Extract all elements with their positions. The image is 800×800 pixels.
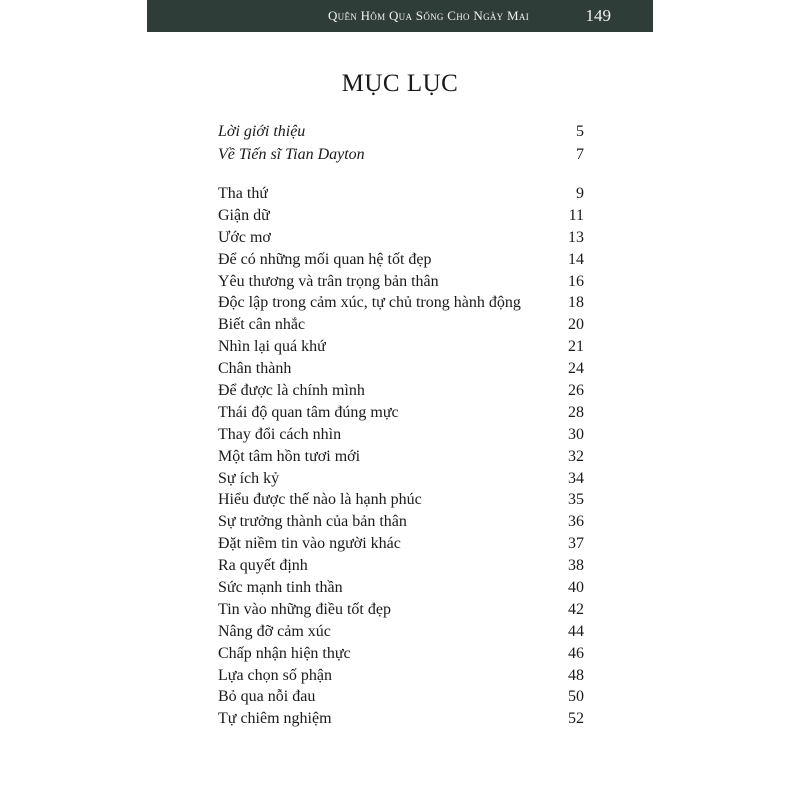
toc-entry-page-number: 5 xyxy=(576,123,584,140)
toc-entry-page-number: 35 xyxy=(568,491,584,509)
toc-entry xyxy=(218,120,584,143)
toc-entry-title: Đặt niềm tin vào người khác xyxy=(218,535,401,553)
toc-entry-page-number: 36 xyxy=(568,513,584,531)
toc-entry-title: Sự trưởng thành của bản thân xyxy=(218,513,407,531)
toc-entry-title: Để được là chính mình xyxy=(218,382,365,400)
toc-entry-page-number: 21 xyxy=(568,338,584,356)
toc-entry xyxy=(218,271,584,293)
toc-entry xyxy=(218,708,584,730)
toc-entry-page-number: 20 xyxy=(568,316,584,334)
toc-entry xyxy=(218,686,584,708)
toc-entry xyxy=(218,292,584,314)
toc-entry-page-number: 13 xyxy=(568,228,584,246)
toc-entry-title: Về Tiến sĩ Tian Dayton xyxy=(218,146,365,163)
toc-entry-page-number: 30 xyxy=(568,425,584,443)
toc-entry xyxy=(218,314,584,336)
toc-entry-title: Nhìn lại quá khứ xyxy=(218,338,326,356)
toc-entry-list xyxy=(218,183,584,730)
toc-entry-title: Một tâm hồn tươi mới xyxy=(218,447,361,465)
toc-entry-title: Thái độ quan tâm đúng mực xyxy=(218,403,399,421)
toc-entry xyxy=(218,143,584,166)
toc-entry-page-number: 48 xyxy=(568,666,584,684)
toc-entry xyxy=(218,468,584,490)
toc-entry xyxy=(218,336,584,358)
toc-entry-title: Sự ích kỷ xyxy=(218,469,280,487)
toc-entry-title: Để có những mối quan hệ tốt đẹp xyxy=(218,250,432,268)
toc-entry-title: Tự chiêm nghiệm xyxy=(218,710,332,728)
toc-entry-page-number: 40 xyxy=(568,579,584,597)
toc-entry-page-number: 26 xyxy=(568,382,584,400)
toc-entry-title: Lời giới thiệu xyxy=(218,123,306,140)
toc-entry-page-number: 50 xyxy=(568,688,584,706)
toc-entry-page-number: 37 xyxy=(568,535,584,553)
toc-entry-page-number: 38 xyxy=(568,557,584,575)
toc-entry-page-number: 11 xyxy=(568,206,584,224)
toc-entry-page-number: 34 xyxy=(568,469,584,487)
toc-entry-title: Bỏ qua nỗi đau xyxy=(218,688,316,706)
toc-entry-title: Giận dữ xyxy=(218,206,270,224)
toc-entry xyxy=(218,489,584,511)
toc-entry xyxy=(218,621,584,643)
toc-entry-page-number: 9 xyxy=(576,185,584,202)
running-header-page-number: 149 xyxy=(585,6,611,25)
toc-heading: MỤC LỤC xyxy=(341,70,459,97)
toc-entry-title: Sức mạnh tinh thần xyxy=(218,579,343,597)
running-header xyxy=(147,0,653,32)
toc-entry-title: Tha thứ xyxy=(218,185,268,202)
toc-entry-page-number: 7 xyxy=(576,146,584,163)
toc-entry xyxy=(218,183,584,205)
toc-entry xyxy=(218,205,584,227)
toc-entry xyxy=(218,227,584,249)
toc-entry xyxy=(218,402,584,424)
toc-entry-page-number: 42 xyxy=(568,600,584,618)
toc-entry xyxy=(218,511,584,533)
toc-entry-title: Thay đổi cách nhìn xyxy=(218,425,342,443)
toc-entry xyxy=(218,380,584,402)
toc-entry-page-number: 16 xyxy=(568,272,584,290)
toc-entry-page-number: 14 xyxy=(568,250,584,268)
toc-entry xyxy=(218,599,584,621)
toc-entry xyxy=(218,555,584,577)
toc-entry-title: Độc lập trong cảm xúc, tự chủ trong hành động xyxy=(218,294,521,312)
toc-entry-page-number: 46 xyxy=(568,644,584,662)
toc-entry-page-number: 24 xyxy=(568,360,584,378)
toc-entry-title: Tin vào những điều tốt đẹp xyxy=(218,600,391,618)
toc-entry-page-number: 32 xyxy=(568,447,584,465)
toc-entry xyxy=(218,665,584,687)
toc-entry xyxy=(218,424,584,446)
toc-entry xyxy=(218,577,584,599)
toc-entry-title: Nâng đỡ cảm xúc xyxy=(218,622,331,640)
toc-entry xyxy=(218,533,584,555)
toc-entry-title: Biết cân nhắc xyxy=(218,316,306,334)
toc-entry-title: Lựa chọn số phận xyxy=(218,666,332,684)
toc-intro-list xyxy=(218,120,584,166)
toc-entry xyxy=(218,446,584,468)
toc-entry xyxy=(218,358,584,380)
toc-entry-title: Yêu thương và trân trọng bản thân xyxy=(218,272,439,290)
toc-entry-title: Ra quyết định xyxy=(218,557,308,575)
toc-entry-title: Ước mơ xyxy=(218,228,271,246)
toc-entry-page-number: 28 xyxy=(568,403,584,421)
toc-entry-title: Chấp nhận hiện thực xyxy=(218,644,351,662)
toc-entry-page-number: 44 xyxy=(568,622,584,640)
toc-entry-title: Chân thành xyxy=(218,360,292,378)
running-header-book-title: Quên Hôm Qua Sống Cho Ngày Mai xyxy=(327,8,529,23)
toc-entry xyxy=(218,249,584,271)
toc-entry-page-number: 18 xyxy=(568,294,584,312)
toc-entry-page-number: 52 xyxy=(568,710,584,728)
toc-entry-title: Hiểu được thế nào là hạnh phúc xyxy=(218,491,422,509)
toc-entry xyxy=(218,643,584,665)
